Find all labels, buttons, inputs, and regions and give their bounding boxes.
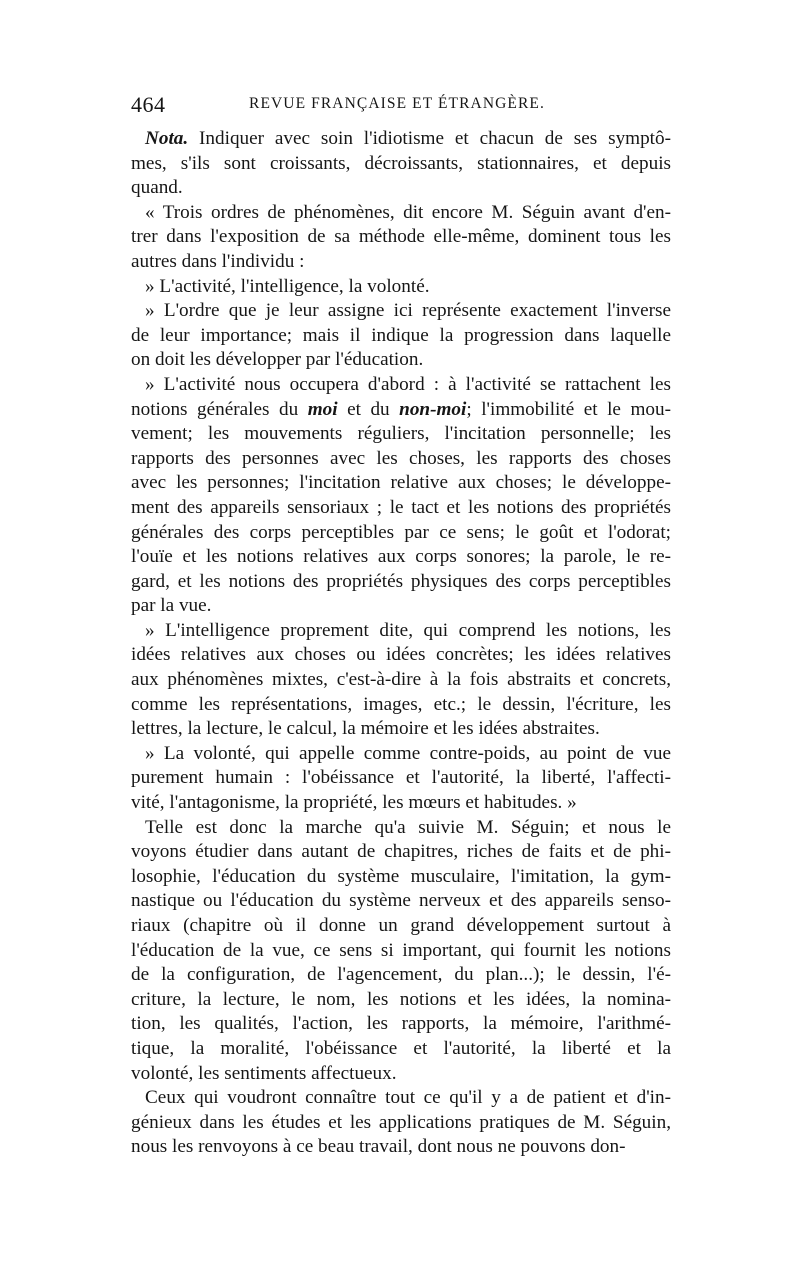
italic-term: Nota.	[145, 128, 189, 149]
text-line	[131, 988, 671, 1013]
text-line	[131, 250, 671, 275]
text-line	[131, 447, 671, 472]
text-segment: autres dans l'individu :	[131, 250, 305, 272]
text-line	[131, 324, 671, 349]
text-line	[131, 422, 671, 447]
text-segment: lettres, la lecture, le calcul, la mémoire et les idées abstraites.	[131, 718, 600, 740]
text-segment: avec les personnes; l'incitation relative aux choses; le développe-	[131, 472, 671, 494]
text-line	[131, 152, 671, 177]
text-segment: Telle est donc la marche qu'a suivie M. Séguin; et nous le	[145, 816, 671, 838]
text-segment: trer dans l'exposition de sa méthode elle-même, dominent tous les	[131, 226, 671, 248]
text-line	[131, 619, 671, 644]
text-segment: Indiquer avec soin l'idiotisme et chacun de ses symptô-	[188, 128, 671, 149]
text-segment: par la vue.	[131, 595, 212, 617]
text-line	[131, 643, 671, 668]
text-segment: de leur importance; mais il indique la progression dans laquelle	[131, 324, 671, 346]
text-segment: » L'ordre que je leur assigne ici représente exactement l'inverse	[145, 300, 671, 322]
text-segment: nous les renvoyons à ce beau travail, dont nous ne pouvons don-	[131, 1136, 626, 1158]
text-line	[131, 545, 671, 570]
text-segment: mes, s'ils sont croissants, décroissants, stationnaires, et depuis	[131, 152, 671, 174]
text-line	[131, 471, 671, 496]
paragraph	[131, 299, 671, 373]
paragraph	[131, 275, 671, 300]
text-line	[131, 889, 671, 914]
text-line	[131, 398, 671, 423]
text-line	[131, 816, 671, 841]
text-segment: comme les représentations, images, etc.; le dessin, l'écriture, les	[131, 693, 671, 715]
text-segment: ment des appareils sensoriaux ; le tact et les notions des propriétés	[131, 496, 671, 518]
page-header	[131, 92, 671, 118]
text-segment: rapports des personnes avec les choses, les rapports des choses	[131, 447, 671, 469]
text-line	[131, 742, 671, 767]
text-segment: » La volonté, qui appelle comme contre-poids, au point de vue	[145, 742, 671, 764]
paragraph	[131, 127, 671, 201]
text-segment: voyons étudier dans autant de chapitres, riches de faits et de phi-	[131, 841, 671, 863]
text-line	[131, 766, 671, 791]
text-line	[131, 127, 671, 152]
text-segment: criture, la lecture, le nom, les notions et les idées, la nomina-	[131, 988, 671, 1010]
text-line	[131, 914, 671, 939]
text-segment: tique, la moralité, l'obéissance et l'autorité, la liberté et la	[131, 1037, 671, 1059]
text-line	[131, 1086, 671, 1111]
text-line	[131, 176, 671, 201]
text-segment: » L'activité nous occupera d'abord : à l'activité se rattachent les	[145, 373, 671, 395]
paragraph	[131, 742, 671, 816]
text-segment: » L'intelligence proprement dite, qui comprend les notions, les	[145, 619, 671, 641]
page-number: 464	[131, 92, 166, 117]
text-segment: purement humain : l'obéissance et l'autorité, la liberté, l'affecti-	[131, 767, 671, 789]
text-line	[131, 939, 671, 964]
text-line	[131, 1037, 671, 1062]
text-segment: de la configuration, de l'agencement, du plan...); le dessin, l'é-	[131, 964, 671, 986]
text-segment: tion, les qualités, l'action, les rapports, la mémoire, l'arithmé-	[131, 1013, 671, 1035]
paragraph	[131, 816, 671, 1087]
text-segment: l'ouïe et les notions relatives aux corps sonores; la parole, le re-	[131, 546, 671, 568]
text-line	[131, 840, 671, 865]
text-segment: notions générales du	[131, 398, 308, 420]
text-segment: volonté, les sentiments affectueux.	[131, 1062, 397, 1084]
text-line	[131, 717, 671, 742]
text-segment: ; l'immobilité et le mou-	[466, 398, 671, 420]
text-segment: « Trois ordres de phénomènes, dit encore M. Séguin avant d'en-	[145, 201, 671, 223]
italic-term: moi	[307, 398, 338, 420]
text-segment: Ceux qui voudront connaître tout ce qu'il y a de patient et d'in-	[145, 1087, 671, 1109]
text-segment: on doit les développer par l'éducation.	[131, 349, 424, 371]
text-line	[131, 496, 671, 521]
text-segment: nastique ou l'éducation du système nerveux et des appareils senso-	[131, 890, 671, 912]
text-line	[131, 594, 671, 619]
text-segment: » L'activité, l'intelligence, la volonté.	[145, 275, 430, 297]
text-segment: aux phénomènes mixtes, c'est-à-dire à la fois abstraits et concrets,	[131, 669, 671, 691]
text-segment: et du	[337, 398, 400, 420]
text-line	[131, 1111, 671, 1136]
running-title: REVUE FRANÇAISE ET ÉTRANGÈRE.	[249, 95, 545, 112]
text-segment: idées relatives aux choses ou idées concrètes; les idées relatives	[131, 644, 671, 666]
text-line	[131, 201, 671, 226]
text-segment: générales des corps perceptibles par ce sens; le goût et l'odorat;	[131, 521, 671, 543]
paragraph	[131, 619, 671, 742]
text-line	[131, 570, 671, 595]
text-segment: vité, l'antagonisme, la propriété, les mœurs et habitudes. »	[131, 792, 577, 814]
text-segment: riaux (chapitre où il donne un grand développement surtout à	[131, 915, 671, 936]
text-segment: génieux dans les études et les applications pratiques de M. Séguin,	[131, 1111, 671, 1133]
text-segment: l'éducation de la vue, ce sens si important, qui fournit les notions	[131, 939, 671, 961]
text-segment: vement; les mouvements réguliers, l'incitation personnelle; les	[131, 423, 671, 445]
text-segment: gard, et les notions des propriétés physiques des corps perceptibles	[131, 570, 671, 592]
text-line	[131, 668, 671, 693]
italic-term: non-moi	[399, 398, 467, 420]
text-line	[131, 348, 671, 373]
text-line	[131, 1135, 671, 1160]
body-text	[131, 127, 671, 1160]
text-line	[131, 521, 671, 546]
text-segment: losophie, l'éducation du système musculaire, l'imitation, la gym-	[131, 865, 671, 887]
text-line	[131, 1062, 671, 1087]
text-line	[131, 865, 671, 890]
paragraph	[131, 201, 671, 275]
text-line	[131, 791, 671, 816]
text-line	[131, 963, 671, 988]
text-segment: quand.	[131, 177, 183, 199]
text-line	[131, 1012, 671, 1037]
paragraph	[131, 1086, 671, 1160]
text-line	[131, 299, 671, 324]
paragraph	[131, 373, 671, 619]
text-line	[131, 275, 671, 300]
text-line	[131, 373, 671, 398]
text-line	[131, 693, 671, 718]
text-line	[131, 225, 671, 250]
